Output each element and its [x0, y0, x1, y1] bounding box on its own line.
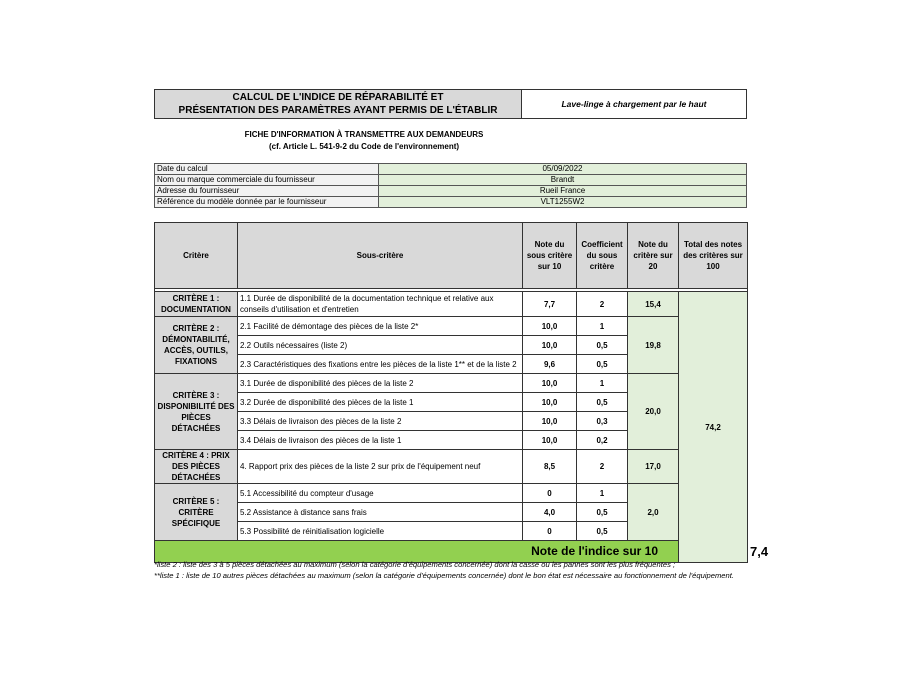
- subcriterion-label: 2.2 Outils nécessaires (liste 2): [238, 336, 523, 355]
- info-label: Référence du modèle donnée par le fournisseur: [155, 197, 379, 208]
- subcriterion-coefficient: 1: [577, 484, 628, 503]
- final-score-row: Note de l'indice sur 10 7,4: [155, 541, 748, 563]
- header-note-sous-critere: Note du sous critère sur 10: [523, 223, 577, 289]
- subcriterion-note: 7,7: [523, 292, 577, 317]
- criterion-1-note: 15,4: [628, 292, 679, 317]
- repairability-table: [154, 222, 769, 563]
- subcriterion-coefficient: 0,5: [577, 393, 628, 412]
- subcriterion-coefficient: 1: [577, 317, 628, 336]
- subcriterion-label: 2.3 Caractéristiques des fixations entre les pièces de la liste 1** et de la liste 2: [238, 355, 523, 374]
- subcriterion-note: 10,0: [523, 374, 577, 393]
- subcriterion-coefficient: 1: [577, 374, 628, 393]
- info-label: Nom ou marque commerciale du fournisseur: [155, 175, 379, 186]
- subcriterion-note: 10,0: [523, 336, 577, 355]
- subcriterion-coefficient: 0,5: [577, 336, 628, 355]
- subcriterion-coefficient: 0,5: [577, 503, 628, 522]
- subcriterion-label: 5.3 Possibilité de réinitialisation logicielle: [238, 522, 523, 541]
- total-score: 74,2: [679, 292, 748, 563]
- subcriterion-coefficient: 0,2: [577, 431, 628, 450]
- header-critere: Critère: [155, 223, 238, 289]
- subcriterion-label: 5.1 Accessibilité du compteur d'usage: [238, 484, 523, 503]
- table-row: [155, 484, 748, 503]
- info-value: Rueil France: [379, 186, 747, 197]
- subtitle-line-2: (cf. Article L. 541-9-2 du Code de l'environnement): [268, 142, 460, 151]
- subcriterion-label: 3.2 Durée de disponibilité des pièces de la liste 1: [238, 393, 523, 412]
- subtitle: [154, 129, 574, 153]
- document-title: [154, 89, 522, 119]
- criterion-3-label: CRITÈRE 3 : DISPONIBILITÉ DES PIÈCES DÉTACHÉES: [155, 374, 238, 450]
- table-row: [155, 317, 748, 336]
- info-row: [155, 186, 747, 197]
- table-row: [155, 292, 748, 317]
- subcriterion-note: 10,0: [523, 431, 577, 450]
- info-value: Brandt: [379, 175, 747, 186]
- table-row: [155, 450, 748, 484]
- footnote-liste-2: *liste 2 : liste des 3 à 5 pièces détachées au maximum (selon la catégorie d'équipements concernée) dont la casse ou les pannes sont les plus fréquentes ;: [154, 560, 676, 569]
- criterion-1-label: CRITÈRE 1 : DOCUMENTATION: [155, 292, 238, 317]
- subcriterion-note: 9,6: [523, 355, 577, 374]
- subcriterion-note: 0: [523, 484, 577, 503]
- subcriterion-label: 5.2 Assistance à distance sans frais: [238, 503, 523, 522]
- info-row: [155, 164, 747, 175]
- info-value: VLT1255W2: [379, 197, 747, 208]
- subcriterion-note: 10,0: [523, 317, 577, 336]
- info-value: 05/09/2022: [379, 164, 747, 175]
- criterion-2-note: 19,8: [628, 317, 679, 374]
- title-line-1: CALCUL DE L'INDICE DE RÉPARABILITÉ ET: [232, 92, 444, 103]
- subcriterion-coefficient: 0,5: [577, 355, 628, 374]
- info-label: Adresse du fournisseur: [155, 186, 379, 197]
- header-sous-critere: Sous-critère: [238, 223, 523, 289]
- info-label: Date du calcul: [155, 164, 379, 175]
- criterion-4-note: 17,0: [628, 450, 679, 484]
- footnotes: [154, 559, 754, 581]
- subcriterion-note: 10,0: [523, 412, 577, 431]
- subcriterion-coefficient: 0,5: [577, 522, 628, 541]
- header-coefficient: Coefficient du sous critère: [577, 223, 628, 289]
- subcriterion-coefficient: 2: [577, 450, 628, 484]
- criterion-4-label: CRITÈRE 4 : PRIX DES PIÈCES DÉTACHÉES: [155, 450, 238, 484]
- criterion-5-note: 2,0: [628, 484, 679, 541]
- info-row: [155, 197, 747, 208]
- footnote-liste-1: **liste 1 : liste de 10 autres pièces détachées au maximum (selon la catégorie d'équipements concernée) dont le bon état est nécessaire au fonctionnement de l'équipement.: [154, 571, 734, 580]
- subcriterion-label: 4. Rapport prix des pièces de la liste 2 sur prix de l'équipement neuf: [238, 450, 523, 484]
- subcriterion-label: 3.3 Délais de livraison des pièces de la liste 2: [238, 412, 523, 431]
- title-line-2: PRÉSENTATION DES PARAMÈTRES AYANT PERMIS DE L'ÉTABLIR: [178, 105, 498, 116]
- subcriterion-label: 3.4 Délais de livraison des pièces de la liste 1: [238, 431, 523, 450]
- header-note-critere: Note du critère sur 20: [628, 223, 679, 289]
- subcriterion-note: 4,0: [523, 503, 577, 522]
- supplier-info-table: [154, 163, 747, 208]
- criterion-3-note: 20,0: [628, 374, 679, 450]
- table-header-row: [155, 223, 748, 289]
- subcriterion-label: 1.1 Durée de disponibilité de la documentation technique et relative aux conseils d'utilisation et d'entretien: [238, 292, 523, 317]
- subcriterion-label: 2.1 Facilité de démontage des pièces de la liste 2*: [238, 317, 523, 336]
- subcriterion-note: 10,0: [523, 393, 577, 412]
- subcriterion-label: 3.1 Durée de disponibilité des pièces de la liste 2: [238, 374, 523, 393]
- subcriterion-note: 8,5: [523, 450, 577, 484]
- subcriterion-coefficient: 0,3: [577, 412, 628, 431]
- criterion-5-label: CRITÈRE 5 : CRITÈRE SPÉCIFIQUE: [155, 484, 238, 541]
- subtitle-line-1: FICHE D'INFORMATION À TRANSMETTRE AUX DEMANDEURS: [244, 130, 484, 139]
- info-row: [155, 175, 747, 186]
- subcriterion-coefficient: 2: [577, 292, 628, 317]
- final-score-label: Note de l'indice sur 10: [155, 541, 679, 563]
- table-row: [155, 374, 748, 393]
- header-total: Total des notes des critères sur 100: [679, 223, 748, 289]
- product-type-label: Lave-linge à chargement par le haut: [522, 89, 747, 119]
- subcriterion-note: 0: [523, 522, 577, 541]
- criterion-2-label: CRITÈRE 2 : DÉMONTABILITÉ, ACCÈS, OUTILS, FIXATIONS: [155, 317, 238, 374]
